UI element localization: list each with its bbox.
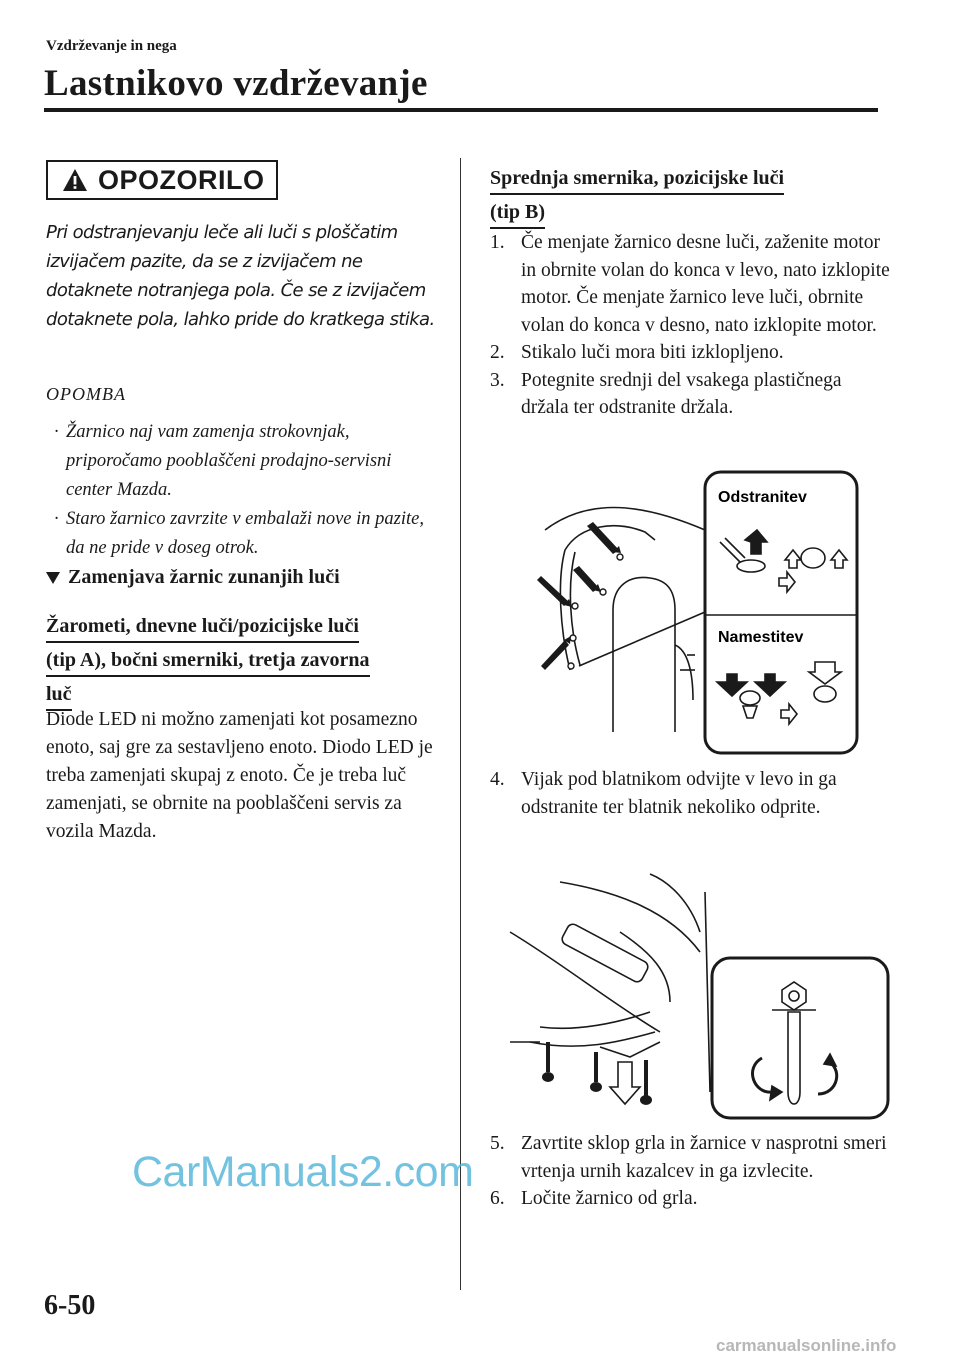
warning-box [46, 160, 278, 200]
step-item: 6. Ločite žarnico od grla. [490, 1188, 698, 1209]
page-title: Lastnikovo vzdrževanje [44, 63, 428, 104]
left-body-text: Diode LED ni možno zamenjati kot posamezno enoto, saj gre za sestavljeno enoto. Diodo LED je treba zamenjati skupaj z enoto. Če je treba luč zamenjati, se obrnite na pooblaščeni servis za vozila Mazda. [46, 709, 433, 842]
left-subheading: Žarometi, dnevne luči/pozicijske luči (tip A), bočni smerniki, tretja zavorna luč [46, 612, 416, 714]
step-item: 1. Če menjate žarnico desne luči, zaženite motor in obrnite volan do konca v levo, nato izklopite motor. Če menjate žarnico leve luči, obrnite volan do konca v desno, nato izklopite motor. [490, 232, 890, 336]
step-item: 3. Potegnite srednji del vsakega plastičnega držala ter odstranite držala. [490, 369, 842, 418]
section-heading: Zamenjava žarnic zunanjih luči [46, 566, 340, 589]
note-item: · Staro žarnico zavrzite v embalaži nove in pazite, da ne pride v doseg otrok. [54, 509, 424, 558]
steps-list [490, 229, 890, 422]
triangle-down-icon [46, 572, 60, 584]
title-rule [44, 108, 878, 112]
step-item: 2. Stikalo luči mora biti izklopljeno. [490, 342, 784, 363]
watermark-carmanualsonline: carmanualsonline.info [716, 1336, 897, 1355]
note-list [46, 418, 442, 563]
warning-text: Pri odstranjevanju leče ali luči s ploščatim izvijačem pazite, da se z izvijačem ne dotaknete notranjega pola. Če se z izvijačem dotaknete pola, lahko pride do kratkega stika. [46, 222, 435, 330]
steps-list [490, 766, 890, 821]
page-number: 6-50 [44, 1290, 96, 1321]
fender-screw-figure [500, 872, 890, 1122]
section-label: Vzdrževanje in nega [46, 38, 177, 54]
column-divider [460, 158, 461, 1290]
note-item: · Žarnico naj vam zamenja strokovnjak, priporočamo pooblaščeni prodajno-servisni center Mazda. [54, 422, 392, 500]
warning-title: OPOZORILO [98, 164, 265, 195]
watermark-carmanuals2: CarManuals2.com [132, 1148, 474, 1196]
right-subheading: Sprednja smernika, pozicijske luči (tip B) [490, 164, 850, 232]
step-item: 4. Vijak pod blatnikom odvijte v levo in ga odstranite ter blatnik nekoliko odprite. [490, 769, 837, 818]
clip-removal-figure [535, 470, 860, 755]
label-install: Namestitev [718, 629, 804, 646]
warning-icon [62, 168, 88, 192]
label-remove: Odstranitev [718, 489, 807, 506]
steps-list [490, 1130, 890, 1213]
note-title: OPOMBA [46, 384, 126, 404]
step-item: 5. Zavrtite sklop grla in žarnice v nasprotni smeri vrtenja urnih kazalcev in ga izvlecite. [490, 1133, 887, 1182]
